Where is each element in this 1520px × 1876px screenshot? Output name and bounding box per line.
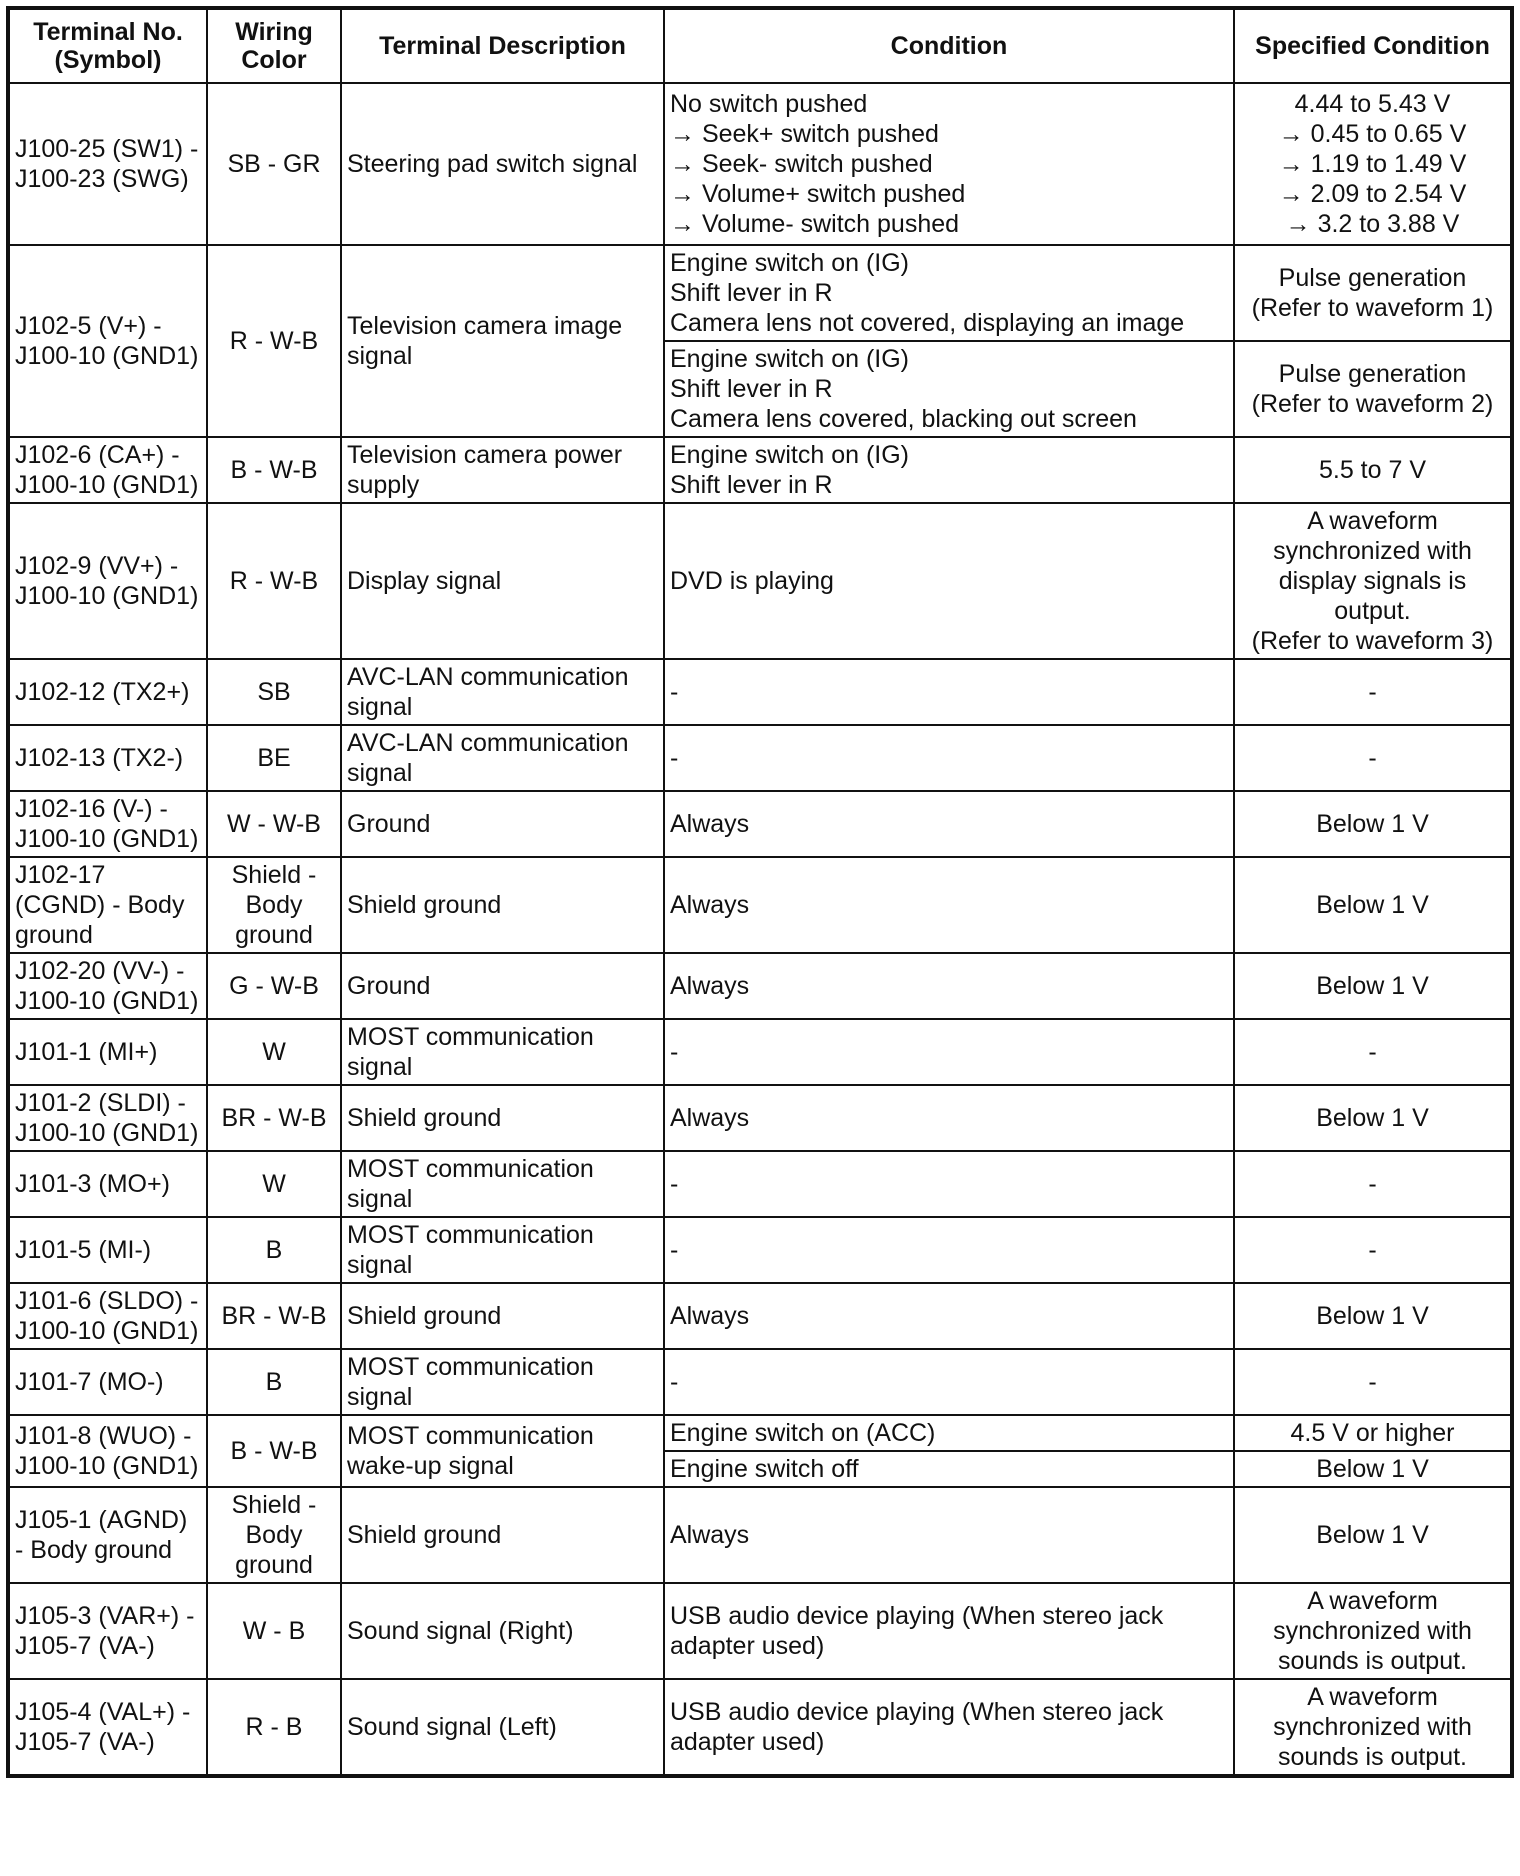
cell-specified-condition: Below 1 V — [1234, 1487, 1511, 1583]
cell-terminal-description: Ground — [341, 953, 664, 1019]
cell-specified-condition: 4.44 to 5.43 V → 0.45 to 0.65 V → 1.19 to 1.49 V → 2.09 to 2.54 V → 3.2 to 3.88 V — [1234, 83, 1511, 245]
cell-wiring-color: W — [207, 1151, 341, 1217]
cell-condition: Always — [664, 953, 1234, 1019]
cell-condition: - — [664, 1019, 1234, 1085]
cell-terminal-description: Shield ground — [341, 1283, 664, 1349]
table-row — [9, 1679, 1511, 1775]
cell-condition: - — [664, 1217, 1234, 1283]
cell-terminal-description: MOST communication wake-up signal — [341, 1415, 664, 1487]
cell-wiring-color: W — [207, 1019, 341, 1085]
cell-specified-condition: A waveform synchronized with display signals is output. (Refer to waveform 3) — [1234, 503, 1511, 659]
header-specified-condition: Specified Condition — [1234, 9, 1511, 83]
cell-condition: Engine switch on (IG) Shift lever in R Camera lens covered, blacking out screen — [664, 341, 1234, 437]
cell-specified-condition: - — [1234, 725, 1511, 791]
cell-terminal-description: Television camera power supply — [341, 437, 664, 503]
table-row — [9, 1283, 1511, 1349]
cell-terminal-description: Ground — [341, 791, 664, 857]
cell-terminal-description: MOST communication signal — [341, 1019, 664, 1085]
cell-wiring-color: W - B — [207, 1583, 341, 1679]
header-condition: Condition — [664, 9, 1234, 83]
cell-condition: Always — [664, 791, 1234, 857]
cell-terminal: J101-2 (SLDI) - J100-10 (GND1) — [9, 1085, 207, 1151]
cell-wiring-color: G - W-B — [207, 953, 341, 1019]
cell-condition: Engine switch on (ACC) — [664, 1415, 1234, 1451]
cell-wiring-color: R - W-B — [207, 503, 341, 659]
table-row — [9, 83, 1511, 245]
cell-terminal-description: MOST communication signal — [341, 1151, 664, 1217]
cell-terminal: J102-16 (V-) - J100-10 (GND1) — [9, 791, 207, 857]
cell-wiring-color: B — [207, 1349, 341, 1415]
cell-condition: Always — [664, 1085, 1234, 1151]
table-row — [9, 953, 1511, 1019]
cell-wiring-color: W - W-B — [207, 791, 341, 857]
cell-specified-condition: 4.5 V or higher — [1234, 1415, 1511, 1451]
cell-terminal-description: Shield ground — [341, 857, 664, 953]
table-row — [9, 437, 1511, 503]
table-row — [9, 1217, 1511, 1283]
table-row — [9, 503, 1511, 659]
table-body — [9, 83, 1511, 1775]
cell-terminal-description: Steering pad switch signal — [341, 83, 664, 245]
terminal-spec-table-container — [8, 8, 1512, 1776]
cell-condition: - — [664, 659, 1234, 725]
cell-terminal: J102-9 (VV+) - J100-10 (GND1) — [9, 503, 207, 659]
header-wiring-color: Wiring Color — [207, 9, 341, 83]
cell-terminal-description: Shield ground — [341, 1085, 664, 1151]
cell-terminal: J102-13 (TX2-) — [9, 725, 207, 791]
cell-specified-condition: Below 1 V — [1234, 1283, 1511, 1349]
cell-terminal-description: Sound signal (Right) — [341, 1583, 664, 1679]
cell-condition: No switch pushed → Seek+ switch pushed → Seek- switch pushed → Volume+ switch pushed → Volume- switch pushed — [664, 83, 1234, 245]
cell-wiring-color: B - W-B — [207, 1415, 341, 1487]
cell-condition: Always — [664, 1283, 1234, 1349]
cell-specified-condition: - — [1234, 659, 1511, 725]
table-row — [9, 659, 1511, 725]
cell-terminal: J101-5 (MI-) — [9, 1217, 207, 1283]
cell-terminal: J105-4 (VAL+) - J105-7 (VA-) — [9, 1679, 207, 1775]
cell-wiring-color: R - B — [207, 1679, 341, 1775]
cell-terminal: J105-3 (VAR+) - J105-7 (VA-) — [9, 1583, 207, 1679]
cell-specified-condition: Below 1 V — [1234, 953, 1511, 1019]
cell-specified-condition: - — [1234, 1349, 1511, 1415]
cell-terminal-description: Sound signal (Left) — [341, 1679, 664, 1775]
header-terminal: Terminal No. (Symbol) — [9, 9, 207, 83]
cell-terminal: J101-6 (SLDO) - J100-10 (GND1) — [9, 1283, 207, 1349]
cell-specified-condition: - — [1234, 1019, 1511, 1085]
cell-terminal: J105-1 (AGND) - Body ground — [9, 1487, 207, 1583]
cell-specified-condition: Below 1 V — [1234, 1451, 1511, 1487]
cell-condition: Always — [664, 857, 1234, 953]
cell-terminal-description: AVC-LAN communication signal — [341, 659, 664, 725]
cell-terminal: J101-8 (WUO) - J100-10 (GND1) — [9, 1415, 207, 1487]
table-row — [9, 1487, 1511, 1583]
cell-specified-condition: A waveform synchronized with sounds is output. — [1234, 1583, 1511, 1679]
cell-terminal: J102-12 (TX2+) — [9, 659, 207, 725]
cell-condition: Engine switch off — [664, 1451, 1234, 1487]
cell-specified-condition: Pulse generation (Refer to waveform 2) — [1234, 341, 1511, 437]
cell-wiring-color: BR - W-B — [207, 1085, 341, 1151]
cell-wiring-color: R - W-B — [207, 245, 341, 437]
cell-specified-condition: Below 1 V — [1234, 791, 1511, 857]
cell-wiring-color: BE — [207, 725, 341, 791]
cell-terminal-description: Television camera image signal — [341, 245, 664, 437]
table-row — [9, 1019, 1511, 1085]
cell-terminal-description: Shield ground — [341, 1487, 664, 1583]
cell-terminal-description: Display signal — [341, 503, 664, 659]
cell-specified-condition: A waveform synchronized with sounds is output. — [1234, 1679, 1511, 1775]
cell-condition: Engine switch on (IG) Shift lever in R — [664, 437, 1234, 503]
cell-wiring-color: Shield - Body ground — [207, 1487, 341, 1583]
cell-terminal-description: MOST communication signal — [341, 1217, 664, 1283]
table-row — [9, 245, 1511, 341]
cell-terminal: J101-1 (MI+) — [9, 1019, 207, 1085]
table-row — [9, 791, 1511, 857]
cell-condition: Engine switch on (IG) Shift lever in R Camera lens not covered, displaying an image — [664, 245, 1234, 341]
cell-specified-condition: Below 1 V — [1234, 857, 1511, 953]
cell-terminal: J101-3 (MO+) — [9, 1151, 207, 1217]
cell-terminal: J102-6 (CA+) - J100-10 (GND1) — [9, 437, 207, 503]
cell-terminal: J102-17 (CGND) - Body ground — [9, 857, 207, 953]
table-row — [9, 1415, 1511, 1451]
table-row — [9, 1085, 1511, 1151]
cell-specified-condition: 5.5 to 7 V — [1234, 437, 1511, 503]
cell-wiring-color: B - W-B — [207, 437, 341, 503]
cell-wiring-color: SB — [207, 659, 341, 725]
terminal-spec-table — [8, 8, 1512, 1776]
cell-wiring-color: SB - GR — [207, 83, 341, 245]
table-row — [9, 1151, 1511, 1217]
cell-wiring-color: Shield - Body ground — [207, 857, 341, 953]
cell-terminal: J102-5 (V+) - J100-10 (GND1) — [9, 245, 207, 437]
cell-specified-condition: Pulse generation (Refer to waveform 1) — [1234, 245, 1511, 341]
cell-specified-condition: - — [1234, 1151, 1511, 1217]
cell-condition: Always — [664, 1487, 1234, 1583]
cell-terminal: J101-7 (MO-) — [9, 1349, 207, 1415]
header-row — [9, 9, 1511, 83]
cell-specified-condition: Below 1 V — [1234, 1085, 1511, 1151]
cell-terminal-description: AVC-LAN communication signal — [341, 725, 664, 791]
cell-wiring-color: BR - W-B — [207, 1283, 341, 1349]
table-row — [9, 1583, 1511, 1679]
table-row — [9, 725, 1511, 791]
cell-condition: USB audio device playing (When stereo jack adapter used) — [664, 1583, 1234, 1679]
table-row — [9, 1349, 1511, 1415]
header-terminal-description: Terminal Description — [341, 9, 664, 83]
table-row — [9, 857, 1511, 953]
cell-condition: - — [664, 725, 1234, 791]
cell-condition: USB audio device playing (When stereo jack adapter used) — [664, 1679, 1234, 1775]
cell-condition: - — [664, 1349, 1234, 1415]
cell-terminal: J102-20 (VV-) - J100-10 (GND1) — [9, 953, 207, 1019]
cell-wiring-color: B — [207, 1217, 341, 1283]
cell-condition: DVD is playing — [664, 503, 1234, 659]
cell-specified-condition: - — [1234, 1217, 1511, 1283]
cell-terminal-description: MOST communication signal — [341, 1349, 664, 1415]
cell-terminal: J100-25 (SW1) - J100-23 (SWG) — [9, 83, 207, 245]
cell-condition: - — [664, 1151, 1234, 1217]
